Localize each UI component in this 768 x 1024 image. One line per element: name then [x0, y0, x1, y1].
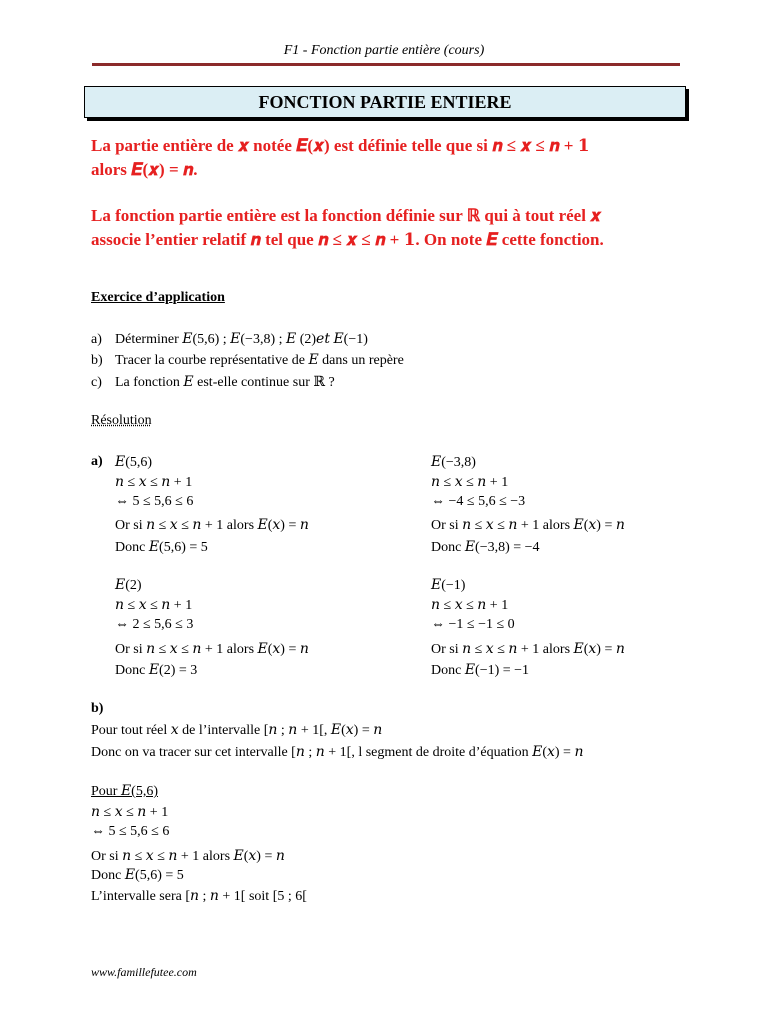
exercise-item-text: La fonction 𝐸 est-elle continue sur ℝ ?: [115, 375, 335, 390]
exercise-heading: Exercice d’application: [91, 290, 225, 305]
footer-url: www.famillefutee.com: [91, 965, 197, 979]
right2-line: Donc 𝐸(−1) = −1: [431, 663, 530, 678]
right2-line: ⇔ −1 ≤ −1 ≤ 0: [431, 617, 515, 632]
exercise-item-label: b): [91, 353, 103, 368]
pour-line: 𝑛 ≤ 𝑥 ≤ 𝑛 + 1: [91, 805, 169, 820]
pour-line: Donc 𝐸(5,6) = 5: [91, 868, 184, 883]
right2-line: 𝐸(−1): [431, 578, 466, 593]
pour-line: L’intervalle sera [𝑛 ; 𝑛 + 1[ soit [5 ; 6[: [91, 889, 307, 904]
left2-line: Or si 𝑛 ≤ 𝑥 ≤ 𝑛 + 1 alors 𝐸(𝑥) = 𝑛: [115, 642, 309, 657]
left1-line: ⇔ 5 ≤ 5,6 ≤ 6: [115, 494, 194, 509]
left1-line: Or si 𝑛 ≤ 𝑥 ≤ 𝑛 + 1 alors 𝐸(𝑥) = 𝑛: [115, 518, 309, 533]
right1-line: Or si 𝑛 ≤ 𝑥 ≤ 𝑛 + 1 alors 𝐸(𝑥) = 𝑛: [431, 518, 625, 533]
definition-1-line-2: alors 𝑬(𝒙) = 𝒏.: [91, 160, 198, 179]
pour-line: Or si 𝑛 ≤ 𝑥 ≤ 𝑛 + 1 alors 𝐸(𝑥) = 𝑛: [91, 849, 285, 864]
right1-line: 𝑛 ≤ 𝑥 ≤ 𝑛 + 1: [431, 475, 509, 490]
left2-line: ⇔ 2 ≤ 5,6 ≤ 3: [115, 617, 194, 632]
exercise-item-c: [91, 374, 335, 391]
definition-1-line-1: La partie entière de 𝒙 notée 𝑬(𝒙) est définie telle que si 𝒏 ≤ 𝒙 ≤ 𝒏 + 𝟏: [91, 136, 590, 155]
exercise-item-text: Déterminer 𝐸(5,6) ; 𝐸(−3,8) ; 𝐸 (2)𝑒𝑡 𝐸(−1): [115, 332, 368, 347]
exercise-item-a: [91, 331, 368, 348]
b-line-1: Pour tout réel 𝑥 de l’intervalle [𝑛 ; 𝑛 + 1[, 𝐸(𝑥) = 𝑛: [91, 723, 383, 738]
exercise-item-label: c): [91, 375, 102, 390]
definition-2-line-2: associe l’entier relatif 𝒏 tel que 𝒏 ≤ 𝒙 ≤ 𝒏 + 𝟏. On note 𝑬 cette fonction.: [91, 230, 604, 249]
resolution-a-label: a): [91, 454, 103, 469]
exercise-item-text: Tracer la courbe représentative de 𝐸 dans un repère: [115, 353, 404, 368]
definition-2-line-1: La fonction partie entière est la fonction définie sur ℝ qui à tout réel 𝒙: [91, 206, 602, 225]
page-header: F1 - Fonction partie entière (cours): [283, 43, 485, 58]
pour-heading: Pour 𝐸(5,6): [91, 784, 158, 799]
b-line-2: Donc on va tracer sur cet intervalle [𝑛 ; 𝑛 + 1[, l segment de droite d’équation 𝐸(𝑥) = 𝑛: [91, 745, 584, 760]
right1-line: 𝐸(−3,8): [431, 455, 476, 470]
resolution-b-label: b): [91, 701, 104, 716]
exercise-item-label: a): [91, 332, 102, 347]
left1-line: 𝑛 ≤ 𝑥 ≤ 𝑛 + 1: [115, 475, 193, 490]
left1-line: 𝐸(5,6): [115, 455, 153, 470]
exercise-item-b: [91, 352, 404, 369]
right1-line: ⇔ −4 ≤ 5,6 ≤ −3: [431, 494, 526, 509]
page-title: FONCTION PARTIE ENTIERE: [84, 86, 686, 118]
right2-line: Or si 𝑛 ≤ 𝑥 ≤ 𝑛 + 1 alors 𝐸(𝑥) = 𝑛: [431, 642, 625, 657]
right2-line: 𝑛 ≤ 𝑥 ≤ 𝑛 + 1: [431, 598, 509, 613]
pour-line: ⇔ 5 ≤ 5,6 ≤ 6: [91, 824, 170, 839]
right1-line: Donc 𝐸(−3,8) = −4: [431, 540, 540, 555]
left1-line: Donc 𝐸(5,6) = 5: [115, 540, 208, 555]
left2-line: 𝑛 ≤ 𝑥 ≤ 𝑛 + 1: [115, 598, 193, 613]
header-rule: [92, 63, 680, 66]
resolution-heading: Résolution: [91, 413, 152, 428]
left2-line: 𝐸(2): [115, 578, 142, 593]
left2-line: Donc 𝐸(2) = 3: [115, 663, 198, 678]
